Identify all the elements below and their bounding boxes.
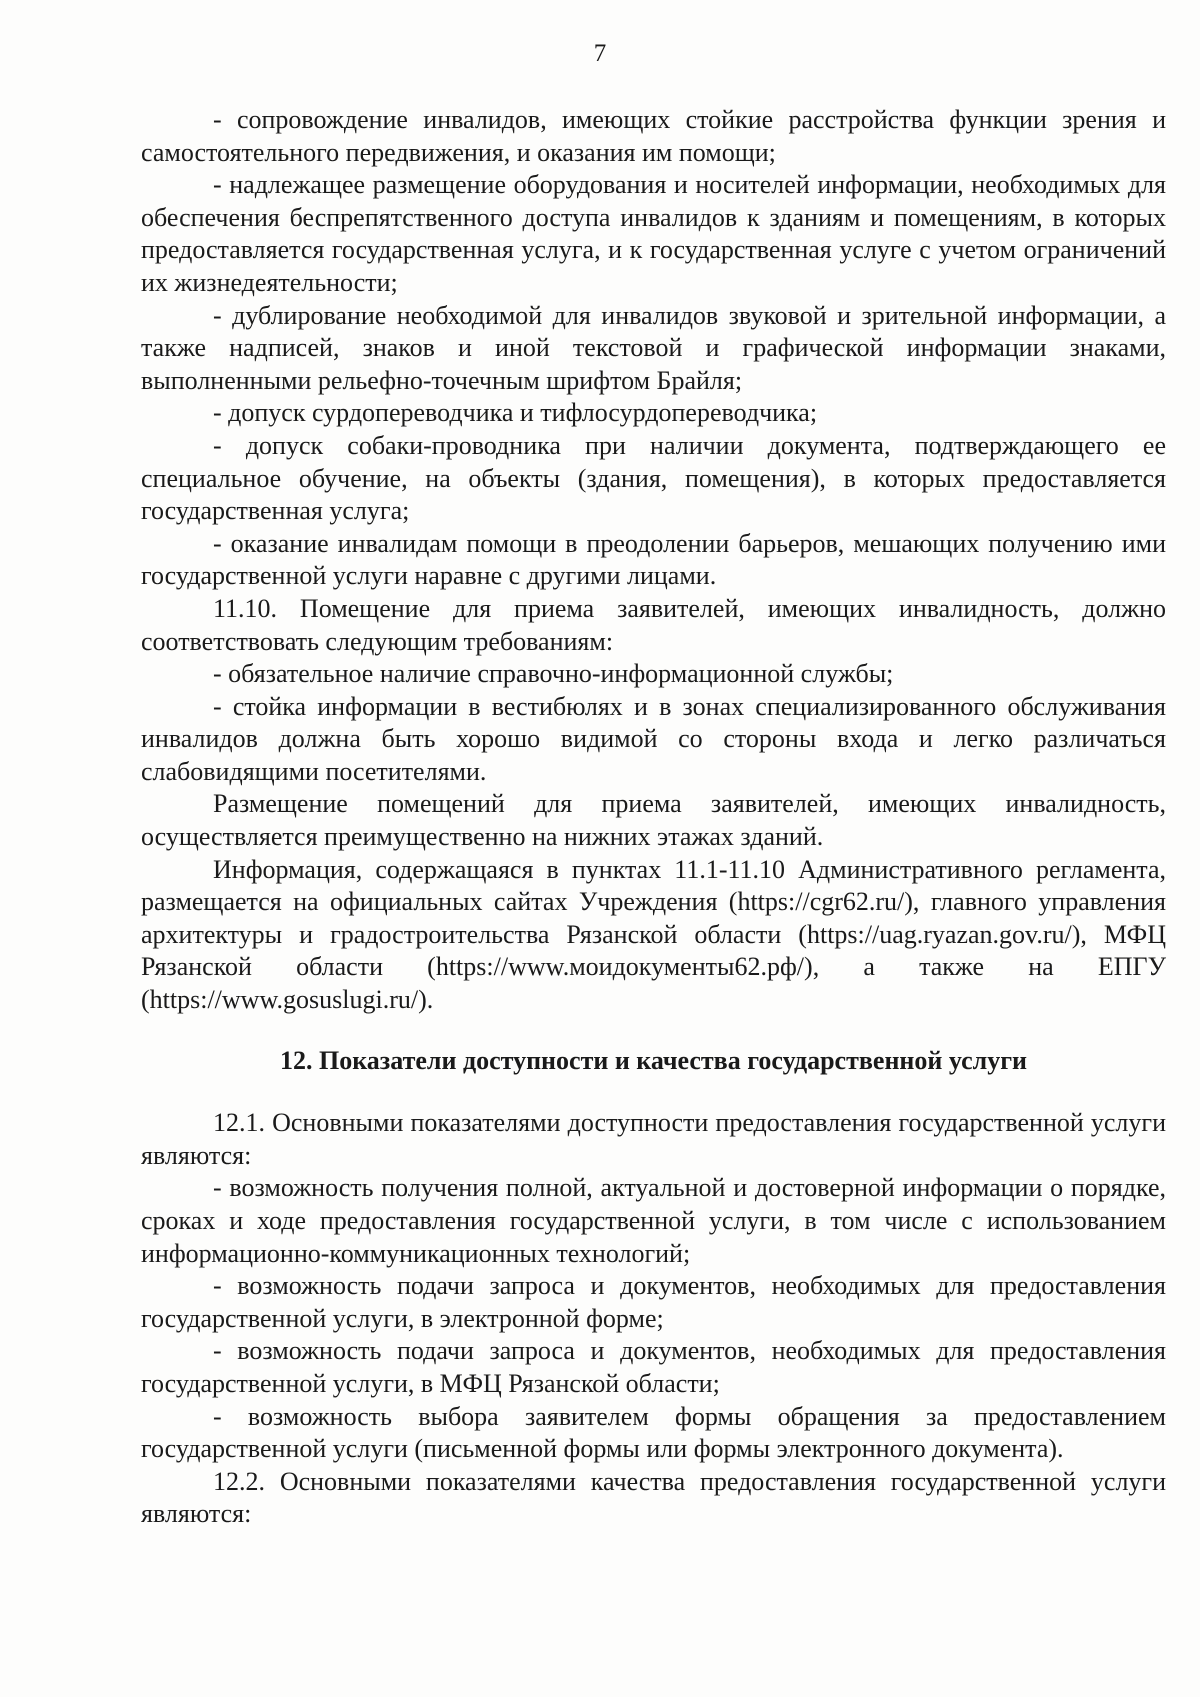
paragraph: - возможность подачи запроса и документов, необходимых для предоставления государственной услуги, в электронной форме; bbox=[141, 1271, 1166, 1333]
paragraph: - стойка информации в вестибюлях и в зонах специализированного обслуживания инвалидов должна быть хорошо видимой со стороны входа и легко различаться слабовидящими посетителями. bbox=[141, 691, 1166, 786]
paragraph: - возможность выбора заявителем формы обращения за предоставлением государственной услуги (письменной формы или формы электронного документа). bbox=[141, 1401, 1166, 1464]
paragraph: - допуск собаки-проводника при наличии документа, подтверждающего ее специальное обучение, на объекты (здания, помещения), в которых предоставляется государственная услуга; bbox=[141, 430, 1166, 526]
paragraph: - допуск сурдопереводчика и тифлосурдопереводчика; bbox=[213, 398, 818, 428]
paragraph: 12.2. Основными показателями качества предоставления государственной услуги являются: bbox=[141, 1466, 1166, 1529]
paragraph: - возможность подачи запроса и документов, необходимых для предоставления государственной услуги, в МФЦ Рязанской области; bbox=[141, 1336, 1166, 1398]
page-number: 7 bbox=[593, 40, 607, 67]
paragraph: - оказание инвалидам помощи в преодолении барьеров, мешающих получению ими государственной услуги наравне с другими лицами. bbox=[141, 528, 1166, 591]
paragraph: Размещение помещений для приема заявителей, имеющих инвалидность, осуществляется преимущественно на нижних этажах зданий. bbox=[141, 789, 1166, 852]
paragraph: - возможность получения полной, актуальной и достоверной информации о порядке, сроках и ходе предоставления государственной услуги, в том числе с использованием информационно-коммуникационных технологий; bbox=[141, 1173, 1166, 1268]
document-body bbox=[141, 104, 1166, 1531]
paragraph: Информация, содержащаяся в пунктах 11.1-11.10 Административного регламента, размещается на официальных сайтах Учреждения (https://cgr62.ru/), главного управления архитектуры и градостроительства Рязанской области (https://uag.ryazan.gov.ru/), МФЦ Рязанской области (https://www.моидокументы62.рф/), а также на ЕПГУ (https://www.gosuslugi.ru/). bbox=[141, 854, 1166, 1015]
paragraph: - надлежащее размещение оборудования и носителей информации, необходимых для обеспечения беспрепятственного доступа инвалидов к зданиям и помещениям, в которых предоставляется государственная услуга, и к государственная услуге с учетом ограничений их жизнедеятельности; bbox=[141, 170, 1166, 297]
paragraph: - обязательное наличие справочно-информационной службы; bbox=[213, 659, 894, 689]
paragraph: 11.10. Помещение для приема заявителей, имеющих инвалидность, должно соответствовать следующим требованиям: bbox=[141, 593, 1166, 656]
section-heading: 12. Показатели доступности и качества государственной услуги bbox=[279, 1045, 1028, 1075]
paragraph: - дублирование необходимой для инвалидов звуковой и зрительной информации, а также надписей, знаков и иной текстовой и графической информации знаками, выполненными рельефно-точечным шрифтом Брайля; bbox=[141, 300, 1166, 395]
paragraph: - сопровождение инвалидов, имеющих стойкие расстройства функции зрения и самостоятельного передвижения, и оказания им помощи; bbox=[141, 105, 1166, 167]
paragraph: 12.1. Основными показателями доступности предоставления государственной услуги являются: bbox=[141, 1108, 1166, 1170]
